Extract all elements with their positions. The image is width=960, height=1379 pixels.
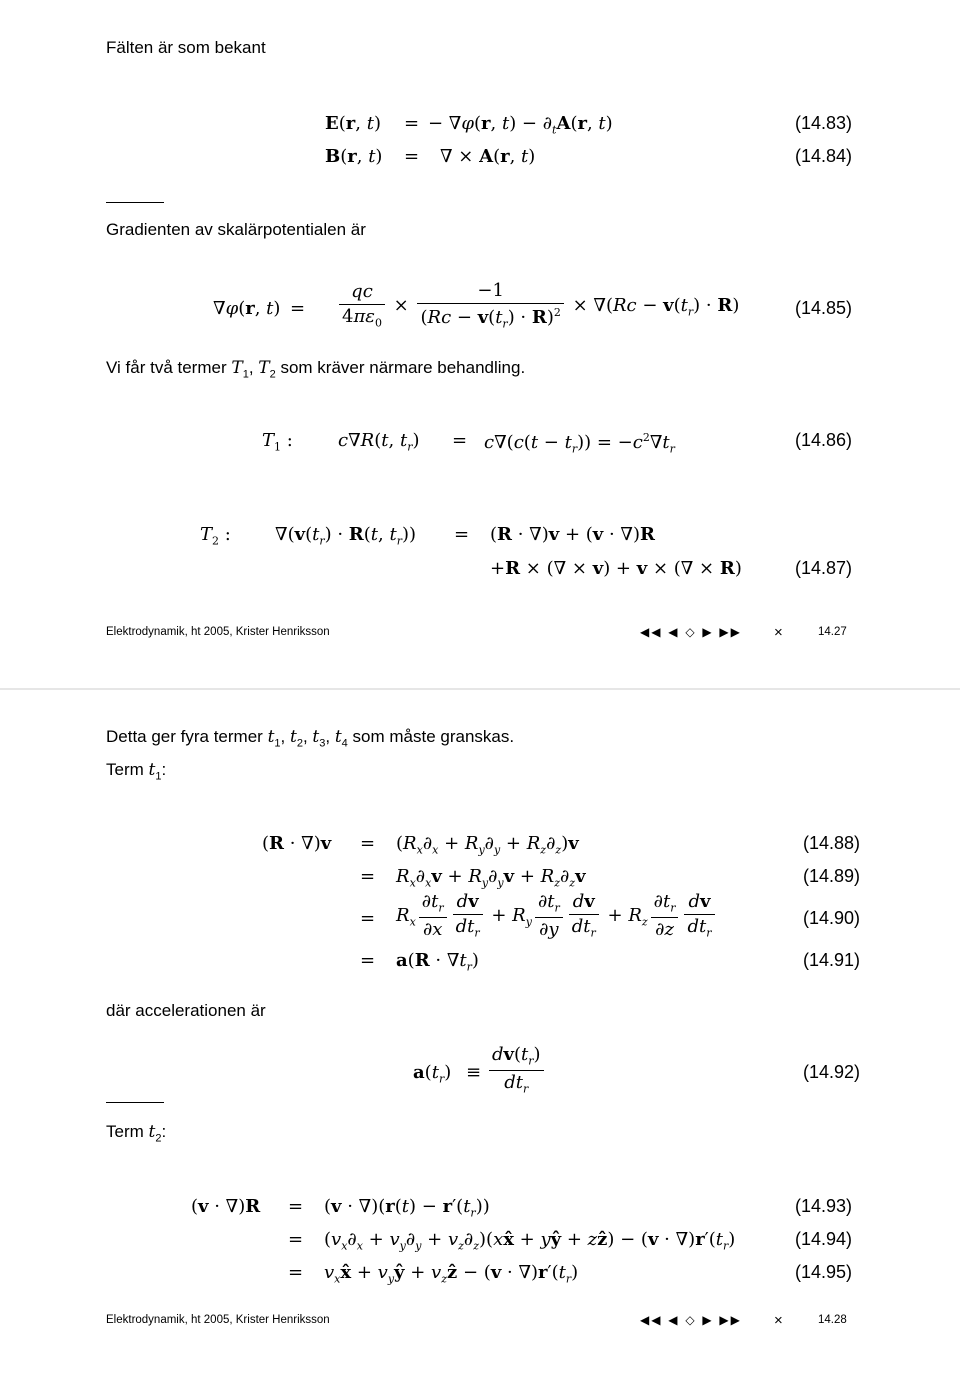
section-divider xyxy=(106,1102,164,1103)
acceleration-text: där accelerationen är xyxy=(106,1001,266,1020)
equation-14-85-relation: = xyxy=(290,298,306,319)
equation-14-86-lhs: c∇R(t, $t_r$) xyxy=(338,430,420,454)
navigation-controls[interactable]: ◀◀ ◀ ◇ ▶ ▶▶ xyxy=(640,1313,742,1327)
equation-number: (14.84) xyxy=(795,146,853,166)
equation-number: (14.91) xyxy=(803,950,861,970)
equation-number: (14.93) xyxy=(795,1196,853,1216)
equation-14-84-relation: = xyxy=(404,146,420,167)
equation-number: (14.85) xyxy=(795,298,853,318)
equation-14-87-label: $T_2$ : xyxy=(200,524,231,548)
equation-14-87-rhs-line-1: (R · ∇)v + (v · ∇)R xyxy=(490,524,655,545)
equation-14-92-relation: ≡ xyxy=(466,1062,482,1083)
close-icon[interactable]: × xyxy=(774,624,783,641)
page-number: 14.28 xyxy=(818,1314,847,1326)
equation-number: (14.88) xyxy=(803,833,861,853)
equation-14-87-relation: = xyxy=(454,524,470,545)
equation-14-94-relation: = xyxy=(288,1229,304,1250)
equation-number: (14.92) xyxy=(803,1062,861,1082)
equation-14-88-lhs: (R · ∇)v xyxy=(262,833,332,854)
equation-14-91-relation: = xyxy=(360,950,376,971)
equation-14-88-rhs: $(R_x\partial_x + R_y\partial_y + R_z\partial_z)v$ xyxy=(396,833,579,857)
equation-14-90-rhs: $R_x$ $\frac{\partial t_r}{\partial x}$ $\frac{dv}{dt_r}$ + $R_y$ $\frac{\partial t_r}{\partial y}$ $\frac{dv}{dt_r}$ + $R_z$ $\frac{\partial t_r}{\partial z}$ $\frac{dv}{dt_r}$ xyxy=(396,893,718,939)
footer-text: Elektrodynamik, ht 2005, Krister Henriksson xyxy=(106,1314,330,1326)
equation-14-93-rhs: $(v \cdot \nabla)(r(t) - r'(t_r))$ xyxy=(324,1196,490,1220)
equation-number: (14.94) xyxy=(795,1229,853,1249)
equation-14-85-lhs: ∇φ(r, t) xyxy=(213,298,281,319)
equation-14-92-lhs: $a(t_r)$ xyxy=(413,1062,452,1086)
navigation-controls[interactable]: ◀◀ ◀ ◇ ▶ ▶▶ xyxy=(640,625,742,639)
equation-number: (14.89) xyxy=(803,866,861,886)
equation-14-86-rhs: $c\nabla(c(t - t_r)) = -c^2\nabla t_r$ xyxy=(484,431,675,456)
equation-14-90-relation: = xyxy=(360,908,376,929)
slide-page-1 xyxy=(0,0,960,688)
gradient-text: Gradienten av skalärpotentialen är xyxy=(106,220,366,239)
equation-14-93-relation: = xyxy=(288,1196,304,1217)
equation-14-89-rhs: $R_x\partial_xv + R_y\partial_yv + R_z\partial_zv$ xyxy=(396,866,586,890)
equation-14-89-relation: = xyxy=(360,866,376,887)
close-icon[interactable]: × xyxy=(774,1312,783,1329)
equation-14-92-rhs: $\frac{dv(t_r)}{dt_r}$ xyxy=(486,1046,547,1094)
term-2-label: Term $t_2$: xyxy=(106,1122,167,1145)
equation-14-84-rhs: ∇ × A(r, t) xyxy=(440,146,536,167)
terms-text: Vi får två termer $T_1$, $T_2$ som kräver närmare behandling. xyxy=(106,358,526,381)
equation-14-95-relation: = xyxy=(288,1262,304,1283)
page-number: 14.27 xyxy=(818,626,847,638)
equation-14-93-lhs: (v · ∇)R xyxy=(191,1196,261,1217)
equation-14-88-relation: = xyxy=(360,833,376,854)
equation-14-83-lhs: E(r, t) xyxy=(325,113,381,134)
intro-text: Detta ger fyra termer $t_1$, $t_2$, $t_3$, $t_4$ som måste granskas. xyxy=(106,727,515,750)
intro-text: Fälten är som bekant xyxy=(106,38,266,57)
footer-text: Elektrodynamik, ht 2005, Krister Henriksson xyxy=(106,626,330,638)
equation-14-91-rhs: $a(R \cdot \nabla t_r)$ xyxy=(396,950,479,974)
equation-number: (14.83) xyxy=(795,113,853,133)
equation-14-94-rhs: ($v_x\partial_x + v_y\partial_y$ + $v_z\partial_z)(xx̂$ + yŷ + zẑ) − $(v \cdot \nabla)r'(t_r)$ xyxy=(324,1229,736,1253)
equation-14-87-lhs: $\nabla(v(t_r) \cdot R(t$, $t_r$)) xyxy=(275,524,417,548)
section-divider xyxy=(106,202,164,203)
equation-14-83-relation: = xyxy=(404,113,420,134)
term-1-label: Term $t_1$: xyxy=(106,760,167,783)
equation-number: (14.86) xyxy=(795,430,853,450)
equation-14-95-rhs: $v_xx̂$ + $v_yŷ$ + $v_zẑ - (v \cdot \nabla)r'(t_r)$ xyxy=(324,1262,579,1286)
equation-number: (14.95) xyxy=(795,1262,853,1282)
equation-number: (14.90) xyxy=(803,908,861,928)
equation-14-84-lhs: B(r, t) xyxy=(325,146,383,167)
slide-page-2 xyxy=(0,690,960,1378)
equation-14-87-rhs-line-2: +R × (∇ × v) + v × (∇ × R) xyxy=(490,558,742,579)
equation-number: (14.87) xyxy=(795,558,853,578)
equation-14-86-relation: = xyxy=(452,430,468,451)
equation-14-86-label: $T_1$ : xyxy=(262,430,293,454)
equation-14-85-rhs: $\frac{qc}{4\pi\varepsilon_0}$ × $\frac{-1}{(Rc - v(t_r) \cdot R)^2}$ × $\nabla(Rc - v(t_r) \cdot R)$ xyxy=(336,282,739,330)
equation-14-83-rhs: − ∇φ(r, $t) - \partial_tA(r$, t) xyxy=(428,113,613,137)
